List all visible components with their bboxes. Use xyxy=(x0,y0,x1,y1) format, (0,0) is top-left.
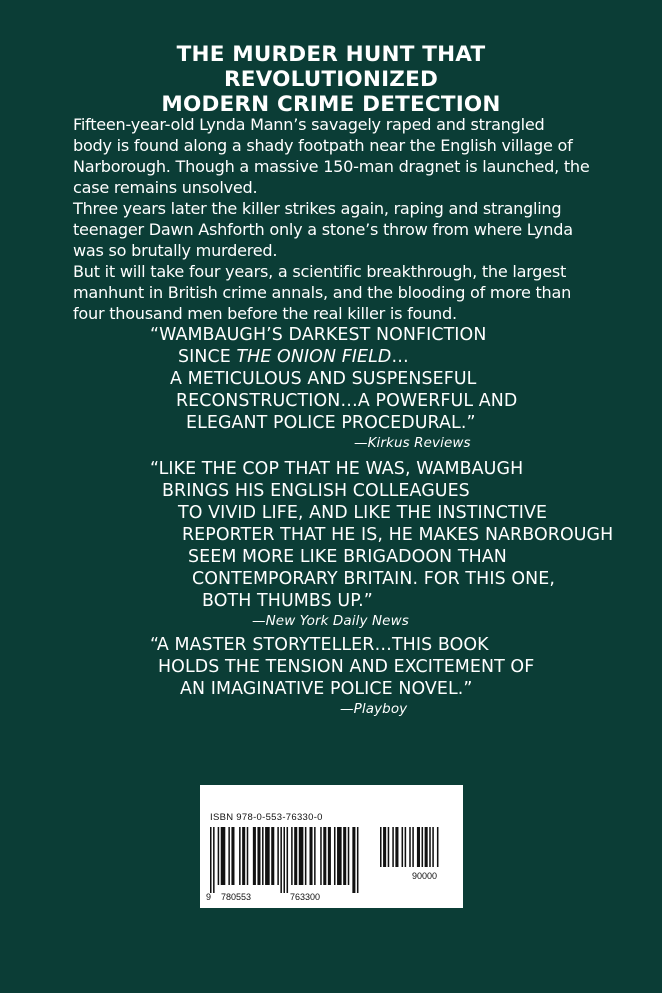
review-quote-kirkus xyxy=(150,324,517,452)
barcode-bar xyxy=(210,827,212,893)
barcode-bar xyxy=(383,827,386,867)
quote-line: CONTEMPORARY BRITAIN. FOR THIS ONE, xyxy=(192,569,555,589)
barcode-bar xyxy=(271,827,274,885)
quote-line: ELEGANT POLICE PROCEDURAL.” xyxy=(186,413,476,433)
paragraph-line: four thousand men before the real killer is found. xyxy=(73,304,457,323)
quote-line: BRINGS HIS ENGLISH COLLEAGUES xyxy=(162,481,470,501)
paragraph-line: Three years later the killer strikes again, raping and strangling xyxy=(73,199,562,218)
barcode-bar xyxy=(437,827,439,867)
barcode-bar xyxy=(305,827,307,885)
quote-line: HOLDS THE TENSION AND EXCITEMENT OF xyxy=(158,657,535,677)
barcode-left-digits: 780553 xyxy=(221,892,252,902)
barcode-bar xyxy=(402,827,404,867)
barcode-bar xyxy=(320,827,322,885)
barcode-bar xyxy=(253,827,256,885)
price-addon-barcode xyxy=(380,827,450,872)
synopsis-paragraph-2 xyxy=(73,198,625,261)
barcode-bar xyxy=(348,827,350,885)
quote-text: SINCE xyxy=(178,347,237,367)
barcode-bar xyxy=(218,827,220,885)
barcode-bar xyxy=(228,827,230,885)
barcode-addon-digits: 90000 xyxy=(412,871,438,881)
barcode-bar xyxy=(242,827,245,885)
quote-attribution: —Kirkus Reviews xyxy=(354,435,471,451)
barcode-bar xyxy=(309,827,312,885)
barcode-bar xyxy=(429,827,431,867)
barcode-bar xyxy=(294,827,297,885)
barcode-bar xyxy=(405,827,407,867)
quote-line: RECONSTRUCTION…A POWERFUL AND xyxy=(176,391,518,411)
quote-text: … xyxy=(391,347,409,367)
barcode-bar xyxy=(277,827,279,885)
barcode-bar xyxy=(257,827,260,885)
quote-attribution: —Playboy xyxy=(340,701,408,717)
headline-line: MODERN CRIME DETECTION xyxy=(161,92,501,117)
quote-book-title: THE ONION FIELD xyxy=(236,347,392,367)
quote-line xyxy=(178,346,517,368)
barcode-bar xyxy=(380,827,382,867)
barcode-bar xyxy=(239,827,241,885)
barcode-bar xyxy=(265,827,270,885)
paragraph-line: Narborough. Though a massive 150-man dragnet is launched, the xyxy=(73,157,590,176)
barcode-bar xyxy=(422,827,424,867)
barcode-bar xyxy=(417,827,420,867)
paragraph-line: was so brutally murdered. xyxy=(73,241,278,260)
headline xyxy=(0,42,662,117)
barcode-bar xyxy=(213,827,215,893)
barcode-bar xyxy=(283,827,285,893)
headline-line: REVOLUTIONIZED xyxy=(223,67,439,92)
barcode-bar xyxy=(392,827,394,867)
barcode-bar xyxy=(291,827,293,885)
paragraph-line: body is found along a shady footpath near the English village of xyxy=(73,136,573,155)
quote-line: REPORTER THAT HE IS, HE MAKES NARBOROUGH xyxy=(182,525,614,545)
barcode-bar xyxy=(328,827,331,885)
barcode-bar xyxy=(299,827,304,885)
quote-attribution: —New York Daily News xyxy=(252,613,409,629)
barcode-bar xyxy=(388,827,390,867)
quote-line: “LIKE THE COP THAT HE WAS, WAMBAUGH xyxy=(150,459,524,479)
barcode-bar xyxy=(323,827,326,885)
headline-line: THE MURDER HUNT THAT xyxy=(176,42,486,67)
barcode-bar xyxy=(425,827,428,867)
quote-line: A METICULOUS AND SUSPENSEFUL xyxy=(170,369,477,389)
barcode-right-digits: 763300 xyxy=(290,892,321,902)
quote-line: SEEM MORE LIKE BRIGADOON THAN xyxy=(188,547,507,567)
barcode-bar xyxy=(334,827,336,885)
barcode-bar xyxy=(280,827,282,893)
barcode-bar xyxy=(247,827,249,885)
paragraph-line: manhunt in British crime annals, and the blooding of more than xyxy=(73,283,572,302)
barcode-bar xyxy=(343,827,346,885)
barcode-lead-digit: 9 xyxy=(206,892,212,902)
barcode-bar xyxy=(352,827,355,893)
barcode-bar xyxy=(287,827,289,893)
quote-line: “A MASTER STORYTELLER…THIS BOOK xyxy=(150,635,489,655)
review-quote-playboy xyxy=(150,634,534,718)
synopsis-paragraph-3 xyxy=(73,261,625,324)
quote-line: TO VIVID LIFE, AND LIKE THE INSTINCTIVE xyxy=(178,503,548,523)
paragraph-line: teenager Dawn Ashforth only a stone’s throw from where Lynda xyxy=(73,220,573,239)
isbn-label: ISBN 978-0-553-76330-0 xyxy=(210,812,323,823)
quote-line: “WAMBAUGH’S DARKEST NONFICTION xyxy=(150,325,487,345)
barcode-bar xyxy=(221,827,226,885)
barcode-bar xyxy=(262,827,264,885)
quote-line: BOTH THUMBS UP.” xyxy=(202,591,373,611)
synopsis-paragraph-1 xyxy=(73,114,625,198)
paragraph-line: But it will take four years, a scientific breakthrough, the largest xyxy=(73,262,567,281)
barcode-bar xyxy=(412,827,414,867)
barcode-bar xyxy=(357,827,359,893)
barcode-bar xyxy=(231,827,234,885)
quote-line: AN IMAGINATIVE POLICE NOVEL.” xyxy=(180,679,473,699)
barcode-bar xyxy=(432,827,434,867)
barcode-bar xyxy=(395,827,398,867)
paragraph-line: case remains unsolved. xyxy=(73,178,258,197)
barcode-bar xyxy=(337,827,342,885)
review-quote-ny-daily-news xyxy=(150,458,613,630)
isbn-barcode-box xyxy=(200,785,463,908)
ean13-barcode xyxy=(210,827,370,895)
paragraph-line: Fifteen-year-old Lynda Mann’s savagely raped and strangled xyxy=(73,115,545,134)
barcode-bar xyxy=(409,827,411,867)
barcode-bar xyxy=(314,827,316,885)
